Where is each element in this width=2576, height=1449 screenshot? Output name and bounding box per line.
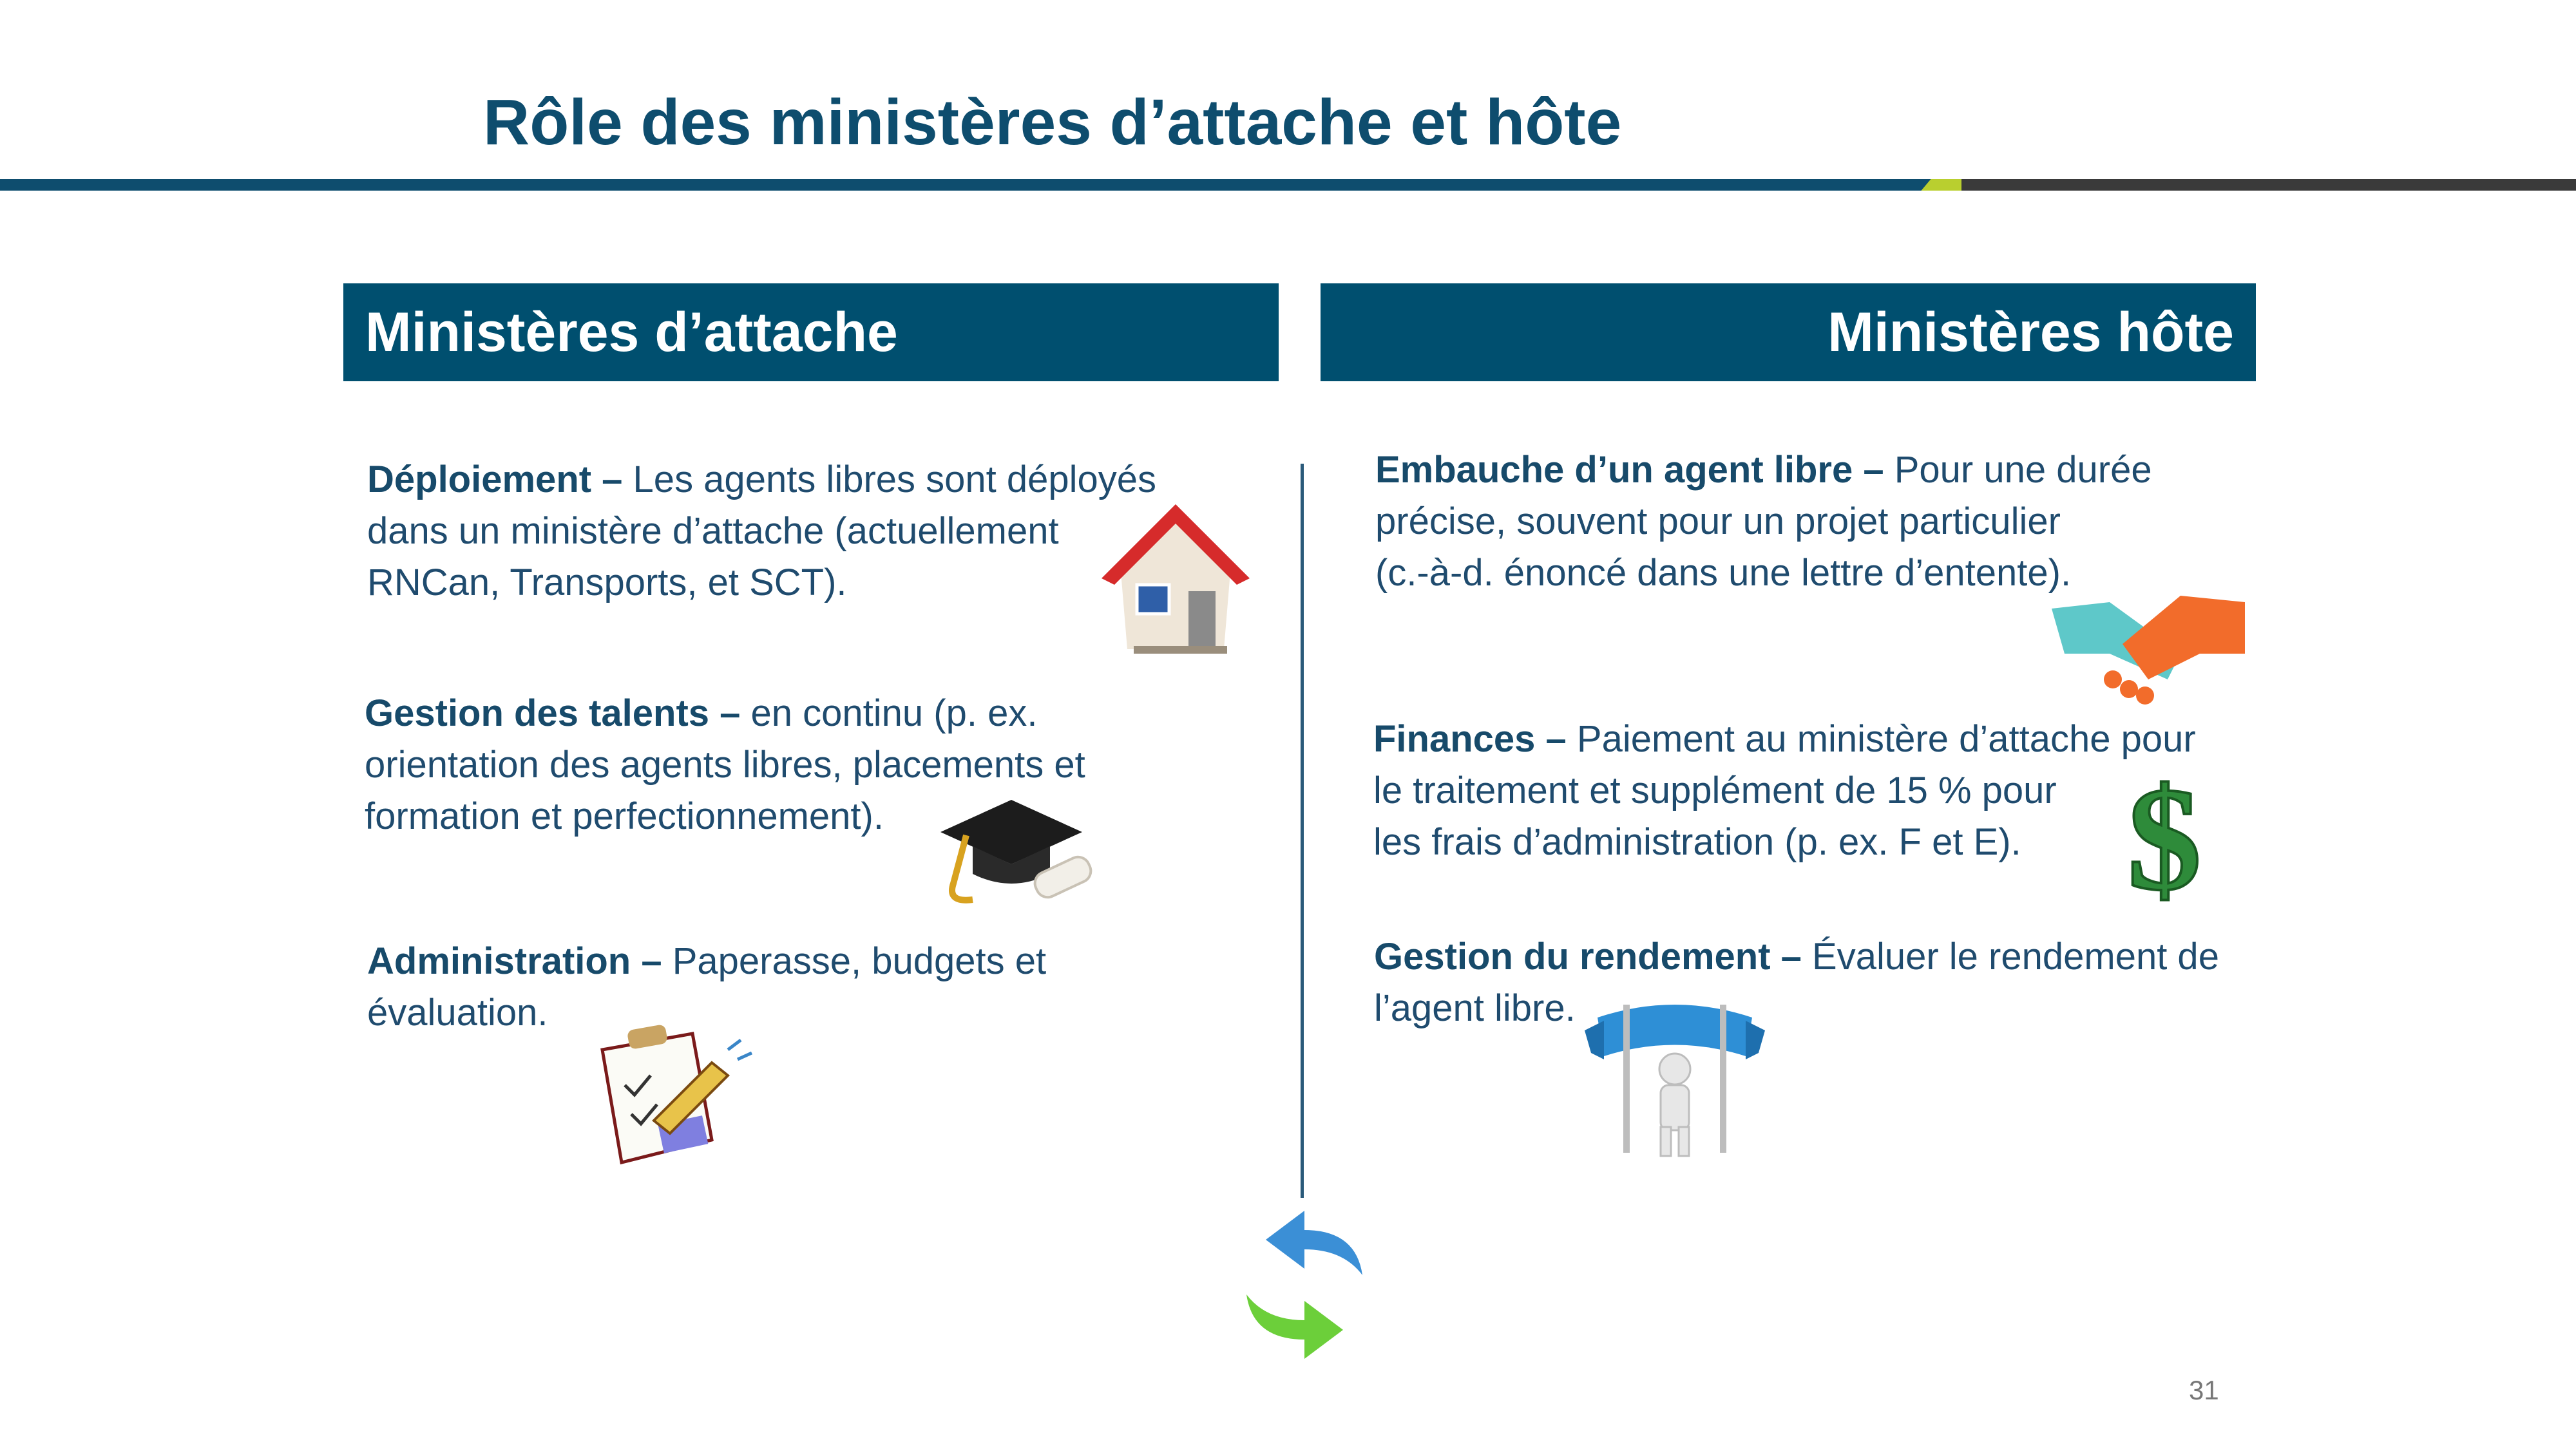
left-column-header: Ministères d’attache: [343, 283, 1279, 381]
right-column-header: Ministères hôte: [1321, 283, 2256, 381]
handshake-icon: [2052, 583, 2245, 712]
svg-text:$: $: [2127, 757, 2202, 921]
left-item-administration: Administration – Paperasse, budgets et évaluation.: [367, 940, 1047, 1034]
right-item-finances: Finances – Paiement au ministère d’attache pour le traitement et supplément de 15 % pour les frais d’administration (p. ex. F et E).: [1373, 718, 2196, 863]
title-rule-dark: [1961, 179, 2576, 191]
checklist-icon: [583, 1024, 757, 1185]
page-number: 31: [2189, 1375, 2219, 1405]
page-title: Rôle des ministères d’attache et hôte: [483, 86, 1622, 158]
column-divider: [1301, 464, 1304, 1198]
dollar-icon: [2113, 757, 2216, 921]
left-item-deploiement: Déploiement – Les agents libres sont déployés dans un ministère d’attache (actuellement RNCan, Transports, et SCT).: [367, 459, 1157, 603]
right-item-embauche: Embauche d’un agent libre – Pour une durée précise, souvent pour un projet particulier (c.-à-d. énoncé dans une lettre d’entente).: [1375, 449, 2152, 594]
exchange-arrows-icon: [1240, 1211, 1369, 1359]
title-rule: [0, 179, 1945, 191]
banner-figure-icon: [1585, 985, 1765, 1166]
left-item-gestion-talents: Gestion des talents – en continu (p. ex. orientation des agents libres, placements et formation et perfectionnement).: [365, 692, 1085, 837]
right-item-gestion-rendement: Gestion du rendement – Évaluer le rendement de l’agent libre.: [1374, 936, 2219, 1029]
house-icon: [1095, 501, 1256, 656]
graduation-cap-icon: [928, 793, 1102, 922]
